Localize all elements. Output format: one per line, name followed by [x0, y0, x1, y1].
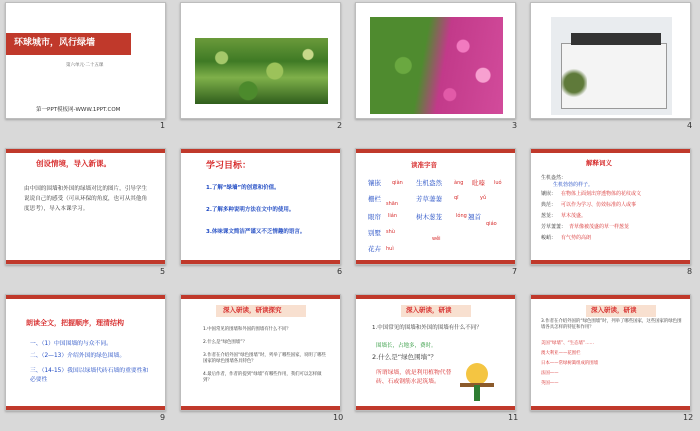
slide-number: 7 [512, 267, 518, 276]
vocab-word: 树木葱茏 [416, 213, 442, 221]
vocab-pinyin: yǔ [480, 195, 487, 201]
bottom-bar [531, 260, 690, 264]
vocab-word: 芳草萋萋 [416, 195, 442, 203]
site-text: 第一PPT模板网-WWW.1PPT.COM [36, 107, 121, 113]
slide-thumbnail-8[interactable] [530, 148, 691, 265]
answer-line: 美国“绿墙”、“生态墙”…… [541, 341, 595, 346]
slide-thumbnail-12[interactable] [530, 294, 691, 411]
answer-line: 日本——常绿树篱组成的围墙 [541, 361, 599, 366]
vocab-word: 眼帘 [368, 213, 381, 221]
term-def: 青草像被茂盛的草一样葱茏 [569, 224, 630, 230]
question-text: 3.作者在介绍外国的“绿色围墙”时，列举了哪些国家，这些国家的绿色围墙各具怎样的特征和作用？ [541, 319, 682, 330]
term-def: 生机勃勃的样子。 [553, 182, 594, 188]
bottom-bar [181, 260, 340, 264]
bottom-bar [6, 406, 165, 410]
answer-2: 所谓绿墙，就是利用植物代替砖、石或钢筋水泥筑墙。 [376, 370, 452, 385]
roof-shape [571, 33, 661, 45]
slide-number: 10 [333, 413, 344, 422]
term-key: 典范： [541, 202, 557, 208]
term-key: 镶嵌： [541, 191, 557, 197]
slide-number: 11 [508, 413, 519, 422]
top-bar [181, 149, 340, 153]
slide-heading: 深入研读，研读探究 [223, 306, 282, 314]
vocab-word: 生机盎然 [416, 179, 442, 187]
slide-thumbnail-3[interactable] [355, 2, 516, 119]
question-item: 1.中国常见的围墙和外国的围墙有什么不同？ [203, 327, 291, 332]
bottom-bar [531, 406, 690, 410]
slide-body: 由中国的围墙和外国的绿墙对比的图片，引导学生说说自己的感受（可从环保的角度，也可从其他角度思考），导入本课学习。 [24, 186, 148, 212]
goal-item: 2.了解多种说明方法在文中的使用。 [206, 207, 295, 213]
answer-1: 围墙长，占地多，费时。 [376, 343, 437, 349]
vocab-pinyin: huì [386, 246, 394, 252]
vocab-word: 镶嵌 [368, 179, 381, 187]
bottom-bar [356, 406, 515, 410]
slide-heading: 读准字音 [411, 161, 437, 169]
green-wall-texture [195, 38, 328, 104]
bottom-bar [6, 260, 165, 264]
slide-thumbnail-9[interactable] [5, 294, 166, 411]
vocab-pinyin: shān [386, 201, 399, 207]
vocab-pinyin: shù [386, 229, 395, 235]
term-key: 峻峭： [541, 235, 557, 241]
slide-thumbnail-10[interactable] [180, 294, 341, 411]
slide-number: 5 [160, 267, 166, 276]
answer-line: 英国—— [541, 381, 559, 386]
vocab-pinyin: lóng [456, 213, 467, 219]
slide-heading: 创设情境，导入新课。 [36, 159, 111, 168]
vocab-pinyin: luó [494, 180, 502, 186]
term-key: 芳草萋萋： [541, 224, 567, 230]
slide-heading: 学习目标： [206, 161, 252, 171]
flower-texture [370, 17, 503, 114]
top-bar [6, 149, 165, 153]
term-key: 生机盎然： [541, 175, 567, 181]
slide-number: 12 [683, 413, 694, 422]
term-key: 葱茏： [541, 213, 557, 219]
slide-number: 1 [160, 121, 166, 130]
slide-number: 6 [337, 267, 343, 276]
goal-item: 1.了解“绿墙”的创意和价值。 [206, 185, 280, 191]
answer-line: 澳大利亚——花围栏 [541, 351, 581, 356]
slide-number: 3 [512, 121, 518, 130]
top-bar [356, 295, 515, 299]
vocab-word: 花卉 [368, 245, 381, 253]
scarecrow-illustration [456, 363, 498, 403]
question-item: 3.作者在介绍外国“绿色围墙”时，列举了哪些国家，说明了哪些国家的绿色围墙各具特色？ [203, 353, 326, 364]
goal-item: 3.体味课文简洁严谨又不乏情趣的语言。 [206, 229, 306, 235]
term-def: 有气势的高朗 [561, 235, 592, 241]
slide-title: 环球城市，风行绿墙 [14, 38, 96, 48]
slide-heading: 深入研读，研读 [591, 306, 637, 314]
bottom-bar [181, 406, 340, 410]
slide-heading: 解释词义 [586, 159, 612, 167]
slide-thumbnail-4[interactable] [530, 2, 691, 119]
slide-number: 8 [687, 267, 693, 276]
slide-thumbnail-7[interactable] [355, 148, 516, 265]
vocab-pinyin: qiáo [486, 221, 497, 227]
tree-shape [561, 63, 587, 103]
term-def: 在物体上面刻出穿透物体的花纹或文 [561, 191, 642, 197]
top-bar [531, 149, 690, 153]
term-def: 可以作为学习、仿效标准的人或事 [561, 202, 637, 208]
slide-thumbnail-2[interactable] [180, 2, 341, 119]
vocab-word: 栅栏 [368, 195, 381, 203]
structure-item: 二、（2—13）介绍外国的绿色围墙。 [30, 353, 126, 359]
slide-heading: 朗读全文，把握顺序，理清结构 [26, 319, 124, 327]
bottom-bar [356, 260, 515, 264]
slide-number: 4 [687, 121, 693, 130]
slide-thumbnail-5[interactable] [5, 148, 166, 265]
slide-thumbnail-6[interactable] [180, 148, 341, 265]
vocab-word: 翘首 [468, 213, 481, 221]
term-def: 草木茂盛。 [561, 213, 587, 219]
slide-subtitle: 第六单元·二十五课 [66, 63, 104, 68]
vocab-pinyin: lián [388, 213, 398, 219]
top-bar [531, 295, 690, 299]
top-bar [181, 295, 340, 299]
slide-number: 9 [160, 413, 166, 422]
vocab-pinyin: qī [454, 195, 459, 201]
slide-number: 2 [337, 121, 343, 130]
question-1: 1.中国常见的围墙和外国的围墙有什么不同？ [372, 325, 482, 331]
answer-line: 法国—— [541, 371, 559, 376]
slide-thumbnail-11[interactable] [355, 294, 516, 411]
vocab-pinyin: qiàn [392, 180, 403, 186]
slide-heading: 深入研读，研读 [406, 306, 452, 314]
question-item: 4.最后作者，作者的提到“绿墙”有哪些作用，我们可以怎样做到？ [203, 372, 322, 383]
slide-thumbnail-1[interactable] [5, 2, 166, 119]
question-item: 2.什么是“绿色围墙”？ [203, 340, 247, 345]
structure-item: 三、（14-15）我国以绿墙代砖石墙的重要性和必要性 [30, 368, 149, 384]
vocab-pinyin: àng [454, 180, 464, 186]
question-2: 2.什么是“绿色围墙”？ [372, 353, 437, 361]
vocab-word: 别墅 [368, 229, 381, 237]
vocab-word: 吡嗪 [472, 179, 485, 187]
top-bar [6, 295, 165, 299]
structure-item: 一、（1）中国围墙的与众不同。 [30, 341, 112, 347]
vocab-pinyin: wěi [432, 236, 441, 242]
top-bar [356, 149, 515, 153]
